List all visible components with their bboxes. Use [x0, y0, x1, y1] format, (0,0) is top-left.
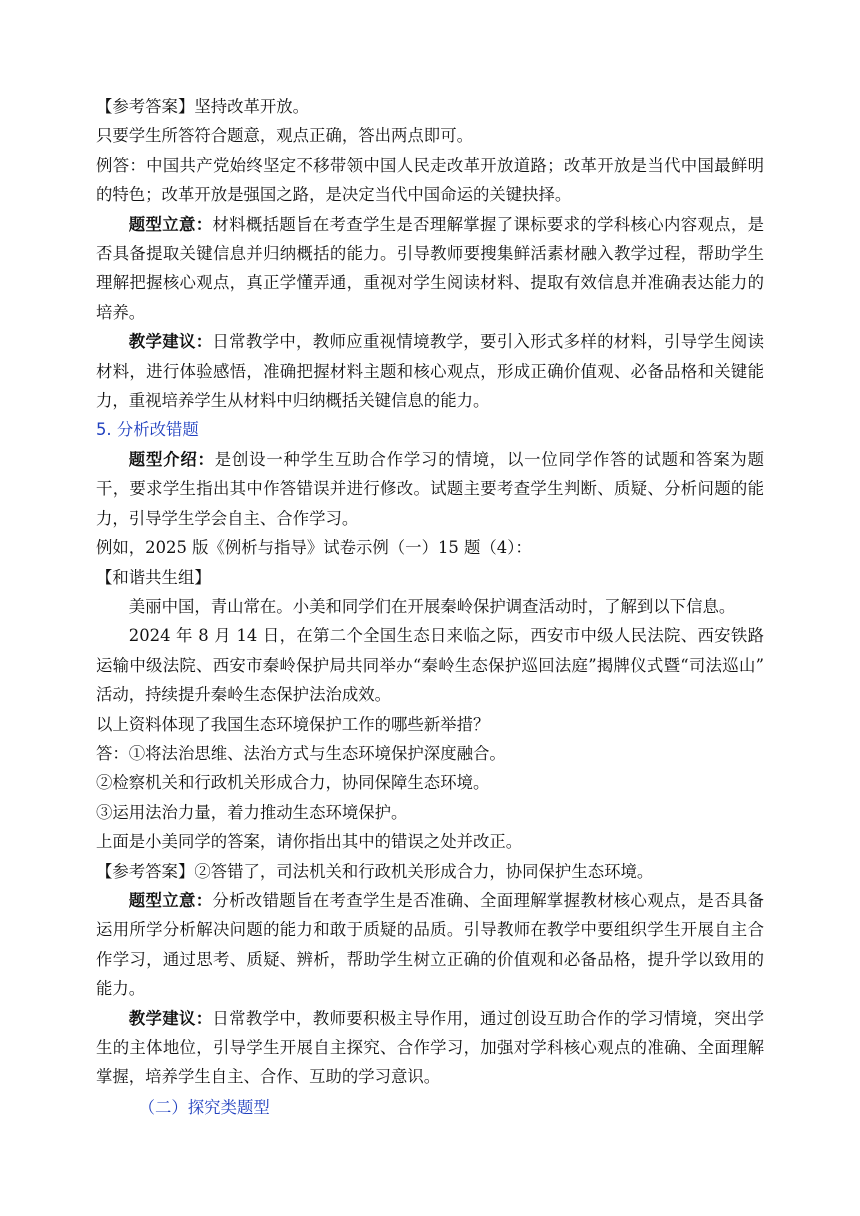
reference-answer-text: ②答错了，司法机关和行政机关形成合力，协同保护生态环境。 — [194, 861, 654, 881]
correction-prompt: 上面是小美同学的答案，请你指出其中的错误之处并改正。 — [96, 832, 523, 852]
reference-answer-label: 【参考答案】 — [96, 861, 195, 881]
question-intent-text: 材料概括题旨在考查学生是否理解掌握了课标要求的学科核心内容观点，是否具备提取关键信息并归纳概括的能力。引导教师要搜集鲜活素材融入教学过程，帮助学生理解把握核心观点，真正学懂弄通，重视对学生阅读材料、提取有效信息并准确表达能力的培养。 — [96, 214, 764, 322]
reference-answer-text: 坚持改革开放。 — [194, 97, 310, 116]
question-intent-label: 题型立意： — [128, 890, 213, 910]
example-answer: 例答：中国共产党始终坚定不移带领中国人民走改革开放道路；改革开放是当代中国最鲜明的特色；改革开放是强国之路，是决定当代中国命运的关键抉择。 — [96, 155, 764, 205]
material-paragraph-2: 2024 年 8 月 14 日，在第二个全国生态日来临之际，西安市中级人民法院、西安铁路运输中级法院、西安市秦岭保护局共同举办“秦岭生态保护巡回法庭”揭牌仪式暨“司法巡山” 活动，持续提升秦岭生态保护法治成效。 — [96, 626, 764, 705]
question-intent-2 — [96, 886, 764, 1004]
question-text: 以上资料体现了我国生态环境保护工作的哪些新举措？ — [96, 714, 490, 734]
section-heading-5: 5. 分析改错题 — [96, 420, 199, 440]
reference-answer-label: 【参考答案】 — [96, 97, 195, 116]
question-intent-text: 分析改错题旨在考查学生是否准确、全面理解掌握教材核心观点，是否具备运用所学分析解决问题的能力和敢于质疑的品质。引导教师在教学中要组织学生开展自主合作学习，通过思考、质疑、辨析，帮助学生树立正确的价值观和必备品格，提升学以致用的能力。 — [96, 890, 764, 999]
question-intent-label: 题型立意： — [128, 214, 213, 234]
teaching-suggestion-label: 教学建议： — [128, 332, 213, 352]
teaching-suggestion-2 — [96, 1004, 764, 1092]
student-answer-line-2: ②检察机关和行政机关形成合力，协同保障生态环境。 — [96, 773, 490, 793]
student-answer-line-3: ③运用法治力量，着力推动生态环境保护。 — [96, 802, 408, 822]
teaching-suggestion-text: 日常教学中，教师应重视情境教学，要引入形式多样的材料，引导学生阅读材料，进行体验感悟，准确把握材料主题和核心观点，形成正确价值观、必备品格和关键能力，重视培养学生从材料中归纳概括关键信息的能力。 — [96, 332, 764, 411]
student-answer-line-1: 答：①将法治思维、法治方式与生态环境保护深度融合。 — [96, 743, 506, 763]
teaching-suggestion-1 — [96, 327, 764, 415]
material-paragraph-1: 美丽中国，青山常在。小美和同学们在开展秦岭保护调查活动时，了解到以下信息。 — [128, 596, 736, 616]
teaching-suggestion-text: 日常教学中，教师要积极主导作用，通过创设互助合作的学习情境，突出学生的主体地位，引导学生开展自主探究、合作学习，加强对学科核心观点的准确、全面理解掌握，培养学生自主、合作、互助的学习意识。 — [96, 1008, 764, 1087]
question-type-intro-label: 题型介绍： — [128, 449, 215, 469]
question-intent-1 — [96, 210, 764, 328]
question-type-intro — [96, 445, 764, 533]
reference-answer-1 — [96, 92, 764, 121]
sub-section-heading: （二）探究类题型 — [138, 1097, 270, 1117]
question-type-intro-text: 是创设一种学生互助合作学习的情境，以一位同学作答的试题和答案为题干，要求学生指出其中作答错误并进行修改。试题主要考查学生判断、质疑、分析问题的能力，引导学生学会自主、合作学习。 — [96, 449, 765, 528]
example-source: 例如，2025 版《例析与指导》试卷示例（一）15 题（4）： — [96, 538, 532, 558]
teaching-suggestion-label: 教学建议： — [128, 1008, 213, 1028]
group-label: 【和谐共生组】 — [96, 567, 211, 587]
reference-answer-2 — [96, 857, 764, 886]
answer-note: 只要学生所答符合题意，观点正确，答出两点即可。 — [96, 126, 473, 146]
